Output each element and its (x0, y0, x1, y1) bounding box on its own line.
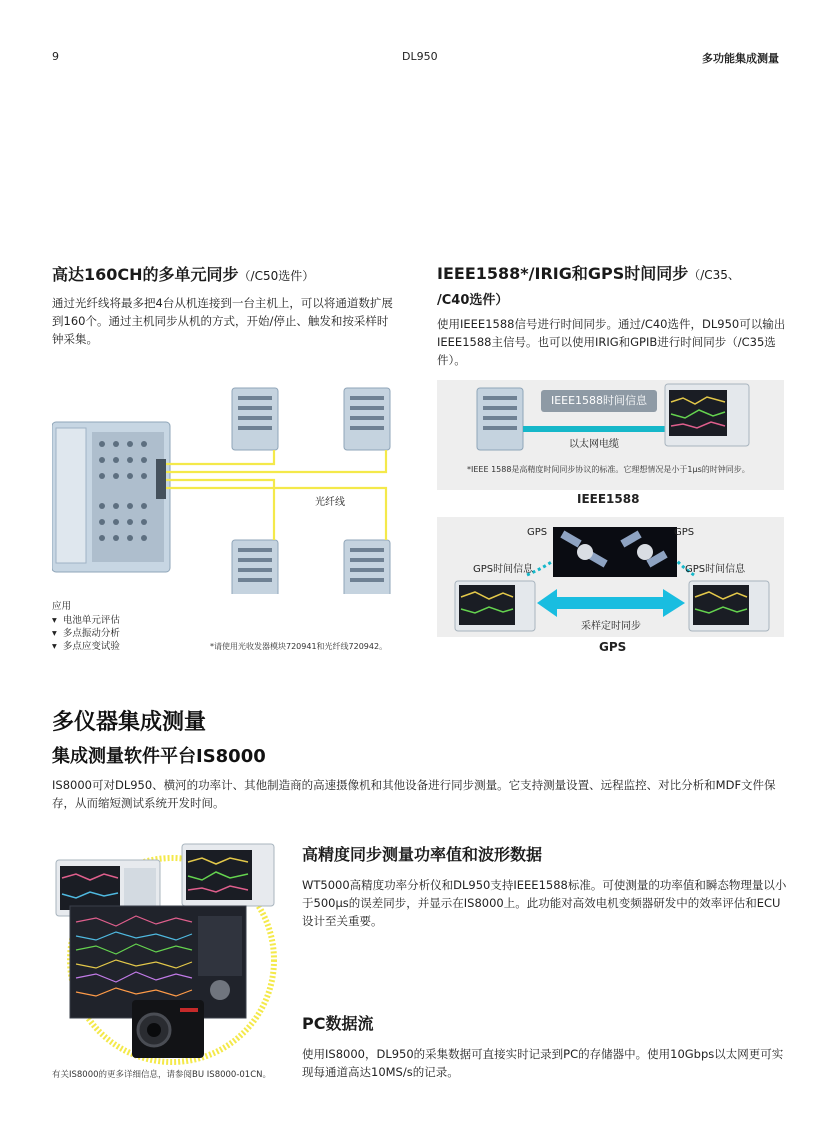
app-item: ▾ 多点应变试验 (52, 641, 120, 652)
multi-unit-footnote: *请使用光收发器模块720941和光纤线720942。 (210, 642, 388, 651)
fiber-label: 光纤线 (315, 497, 345, 508)
gps-caption: GPS (599, 640, 627, 654)
ieee-time-box: IEEE1588时间信息 (541, 390, 657, 412)
multi-unit-title-text: 高达160CH的多单元同步 (52, 265, 239, 284)
integrated-body: IS8000可对DL950、横河的功率计、其他制造商的高速摄像机和其他设备进行同步测量。它支持测量设置、远程监控、对比分析和MDF文件保存，从而缩短测试系统开发时间。 (52, 778, 776, 810)
ethernet-label: 以太网电缆 (569, 439, 619, 450)
gps-info-right: GPS时间信息 (685, 564, 746, 575)
apps-list (52, 614, 120, 653)
ethernet-cable (523, 426, 665, 432)
integrated-subtitle: 集成测量软件平台IS8000 (52, 746, 266, 767)
gps-left-label: GPS (527, 527, 548, 538)
sync-title-option-2: /C40选件） (437, 293, 509, 308)
sync-title-text: IEEE1588*/IRIG和GPS时间同步 (437, 264, 689, 283)
sampling-sync-label: 采样定时同步 (581, 621, 641, 632)
sync-arrow (537, 589, 685, 617)
multi-unit-title-option: （/C50选件） (238, 269, 315, 283)
page-number: 9 (52, 50, 59, 63)
sync-body: 使用IEEE1588信号进行时间同步。通过/C40选件，DL950可以输出IEEE1588主信号。也可以使用IRIG和GPIB进行时间同步（/C35选件）。 (437, 317, 786, 367)
gps-panel (437, 517, 784, 637)
app-item: ▾ 电池单元评估 (52, 615, 120, 626)
section-label: 多功能集成测量 (702, 52, 779, 65)
ieee-panel (437, 380, 784, 490)
ieee-note: *IEEE 1588是高精度时间同步协议的标准。它理想情况是小于1μs的时钟同步。 (467, 465, 750, 474)
multi-unit-body: 通过光纤线将最多把4台从机连接到一台主机上，可以将通道数扩展到160个。通过主机同步从机的方式，开始/停止、触发和按采样时钟采集。 (52, 296, 393, 346)
sync-title-option-1: （/C35、 (688, 268, 740, 282)
gps-right-label: GPS (674, 527, 695, 538)
integrated-title: 多仪器集成测量 (52, 710, 207, 735)
is8000-note: 有关IS8000的更多详细信息，请参阅BU IS8000-01CN。 (52, 1070, 272, 1080)
app-item: ▾ 多点振动分析 (52, 628, 120, 639)
model-label: DL950 (402, 50, 438, 63)
master-unit-icon (52, 422, 170, 572)
fiber-diagram-svg (52, 384, 412, 594)
precision-body: WT5000高精度功率分析仪和DL950支持IEEE1588标准。可使测量的功率值和瞬态物理量以小于500μs的误差同步，并显示在IS8000上。此功能对高效电机变频器研发中的效率评估和ECU设计至关重要。 (302, 878, 787, 928)
sync-title (437, 262, 797, 313)
multi-unit-title (52, 262, 412, 285)
precision-title: 高精度同步测量功率值和波形数据 (302, 845, 543, 864)
gps-info-left: GPS时间信息 (473, 564, 534, 575)
pc-stream-title: PC数据流 (302, 1014, 374, 1033)
ieee-caption: IEEE1588 (577, 492, 640, 506)
fiber-lines (166, 450, 386, 540)
is8000-image (52, 838, 294, 1066)
apps-heading: 应用 (52, 601, 72, 612)
pc-stream-body: 使用IS8000，DL950的采集数据可直接实时记录到PC的存储器中。使用10Gbps以太网更可实现每通道高达10MS/s的记录。 (302, 1047, 784, 1079)
multi-unit-diagram (52, 384, 412, 594)
